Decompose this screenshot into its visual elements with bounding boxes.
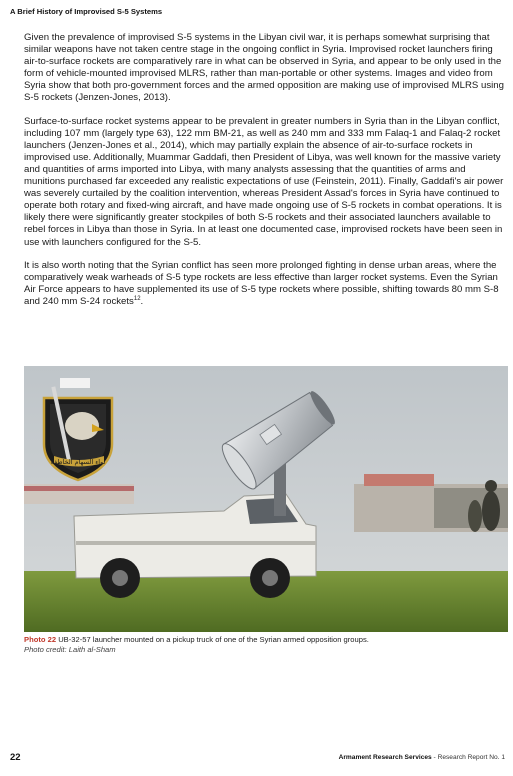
front-hub: [262, 570, 278, 586]
person-head: [485, 480, 497, 492]
caption-label: Photo 22: [24, 635, 57, 644]
truck-trim: [76, 541, 316, 545]
rear-hub: [112, 570, 128, 586]
footer-organization: Armament Research Services: [338, 754, 432, 761]
page-number: 22: [10, 752, 21, 763]
caption-text: UB-32-57 launcher mounted on a pickup truck of one of the Syrian armed opposition groups.: [56, 635, 369, 644]
photo-caption: [24, 635, 508, 655]
emblem-text: لواء السهام الخاطفة: [50, 458, 106, 466]
footnote-ref[interactable]: 12: [133, 295, 141, 302]
paragraph-3: [24, 260, 508, 308]
paragraph-3-end: .: [140, 295, 144, 307]
running-head-title: A Brief History of Improvised S-5 Systems: [10, 7, 163, 16]
photo-illustration: [24, 366, 508, 632]
background-tent: [364, 474, 434, 486]
paragraph-3-text: It is also worth noting that the Syrian conflict has seen more prolonged fighting in dense urban areas, where the comparatively weak warheads of S-5 type rockets are less effective than larger rocket systems. Even the Syrian Air Force appears to have supplemented its use of S-5 type rockets where possible, shifting towards 80 mm S-8 and 240 mm S-24 rockets: [24, 259, 499, 307]
body-text: [24, 32, 508, 319]
person-silhouette: [482, 491, 500, 531]
background-stripe: [24, 486, 134, 491]
footer-publisher: [339, 754, 505, 761]
photo-launcher-truck: [24, 366, 508, 632]
paragraph-2: Surface-to-surface rocket systems appear to be prevalent in greater numbers in Syria than in the Libyan conflict, including 107 mm (largely type 63), 122 mm BM-21, as well as 240 mm and 333 mm Falaq-1 and Falaq-2 rocket launchers (Jenzen-Jones et al., 2014), which may partially explain the absence of air-to-surface rockets in improvised use. Additionally, Muammar Gaddafi, then President of Libya, was well known for the massive variety and quantities of arms imported into Libya, with many analysts assessing that the quantities of arms and munitions purchased far exceeded any realistic expectations of use (Feinstein, 2011). Finally, Gaddafi's air power was severely curtailed by the coalition intervention, whereas President Assad's forces in Syria have continued to operate both rotary and fixed-wing aircraft, and have made ongoing use of S-5 rockets in combat operations. It is likely there were significantly greater stockpiles of both S-5 rockets and their associated launchers available to rebel forces in Libya than those in Syria. In at least one documented case, improvised rockets have been seen in use with launchers configured for the S-5.: [24, 115, 504, 248]
photo-credit: Photo credit: Laith al-Sham: [24, 645, 116, 654]
person-silhouette-2: [468, 500, 482, 532]
footer-series: - Research Report No. 1: [431, 754, 505, 761]
paragraph-1: Given the prevalence of improvised S-5 systems in the Libyan civil war, it is perhaps somewhat surprising that similar weapons have not taken centre stage in the ongoing conflict in Syria. Improvised rocket launchers firing air-to-surface rockets are comparatively rare in what can be observed in Syria, and appear to be only used in the form of vehicle-mounted improvised MLRS, rather than man-portable or other systems. Images and video from Syria show that both pro-government forces and the armed opposition are making use of improvised MLRS using S-5 rockets (Jenzen-Jones, 2013).: [24, 32, 504, 104]
